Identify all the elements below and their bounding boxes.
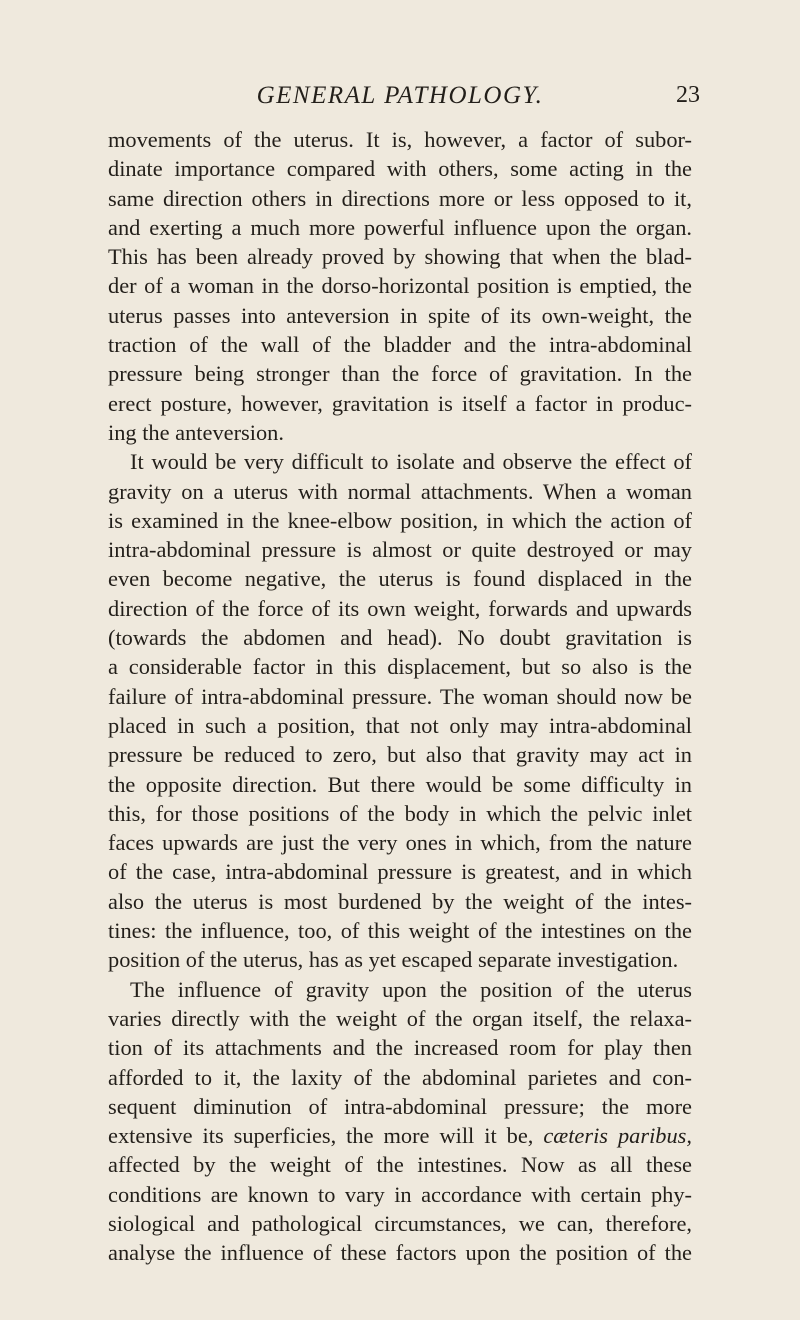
- text-line: This has been already proved by showing that when the blad-: [108, 244, 692, 270]
- page-number: 23: [676, 82, 700, 108]
- text-line: affected by the weight of the intestines. Now as all these: [108, 1152, 692, 1178]
- paragraph-end-line: ing the anteversion.: [108, 419, 284, 445]
- text-line: varies directly with the weight of the organ itself, the relaxa-: [108, 1005, 692, 1031]
- text-line: tines: the influence, too, of this weight of the intestines on the: [108, 918, 692, 944]
- text-line: also the uterus is most burdened by the weight of the intes-: [108, 888, 692, 914]
- paragraph-start-line: It would be very difficult to isolate and observe the effect of: [130, 449, 692, 475]
- text-line: pressure being stronger than the force of gravitation. In the: [108, 361, 692, 387]
- text-line: a considerable factor in this displacement, but so also is the: [108, 654, 692, 680]
- line-text-before: extensive its superficies, the more will it be,: [108, 1123, 544, 1149]
- running-title: GENERAL PATHOLOGY.: [256, 82, 544, 109]
- text-line: (towards the abdomen and head). No doubt gravitation is: [108, 625, 692, 651]
- text-line: erect posture, however, gravitation is itself a factor in produc-: [108, 390, 692, 416]
- text-line: gravity on a uterus with normal attachments. When a woman: [108, 478, 692, 504]
- text-line: placed in such a position, that not only may intra-abdominal: [108, 712, 692, 738]
- body-text: [108, 125, 692, 1268]
- text-line: traction of the wall of the bladder and the intra-abdominal: [108, 332, 692, 358]
- text-line: direction of the force of its own weight, forwards and upwards: [108, 595, 692, 621]
- text-line: pressure be reduced to zero, but also that gravity may act in: [108, 742, 692, 768]
- text-line: analyse the influence of these factors upon the position of the: [108, 1240, 692, 1266]
- text-line: the opposite direction. But there would be some difficulty in: [108, 771, 692, 797]
- text-line: and exerting a much more powerful influence upon the organ.: [108, 214, 692, 240]
- text-line: faces upwards are just the very ones in which, from the nature: [108, 830, 692, 856]
- text-line: intra-abdominal pressure is almost or quite destroyed or may: [108, 537, 692, 563]
- text-line: siological and pathological circumstances, we can, therefore,: [108, 1210, 692, 1236]
- paragraph-start-line: The influence of gravity upon the position of the uterus: [130, 976, 692, 1002]
- page-header: [0, 82, 800, 112]
- text-line: same direction others in directions more or less opposed to it,: [108, 185, 692, 211]
- text-line: of the case, intra-abdominal pressure is greatest, and in which: [108, 859, 692, 885]
- text-line: conditions are known to vary in accordance with certain phy-: [108, 1181, 692, 1207]
- text-line: this, for those positions of the body in which the pelvic inlet: [108, 800, 692, 826]
- text-line: movements of the uterus. It is, however, a factor of subor-: [108, 127, 692, 152]
- text-line: der of a woman in the dorso-horizontal position is emptied, the: [108, 273, 692, 299]
- text-line: even become negative, the uterus is found displaced in the: [108, 566, 692, 592]
- latin-phrase: cæteris paribus,: [543, 1123, 692, 1149]
- text-line: tion of its attachments and the increased room for play then: [108, 1035, 692, 1061]
- text-line: dinate importance compared with others, some acting in the: [108, 156, 692, 182]
- text-line: uterus passes into anteversion in spite of its own-weight, the: [108, 302, 692, 328]
- text-line: is examined in the knee-elbow position, in which the action of: [108, 507, 692, 533]
- text-line: failure of intra-abdominal pressure. The woman should now be: [108, 683, 692, 709]
- text-line: afforded to it, the laxity of the abdominal parietes and con-: [108, 1064, 692, 1090]
- paragraph-end-line: position of the uterus, has as yet escaped separate investigation.: [108, 947, 679, 973]
- text-line: sequent diminution of intra-abdominal pressure; the more: [108, 1093, 692, 1119]
- text-line-with-italic: [108, 1121, 692, 1150]
